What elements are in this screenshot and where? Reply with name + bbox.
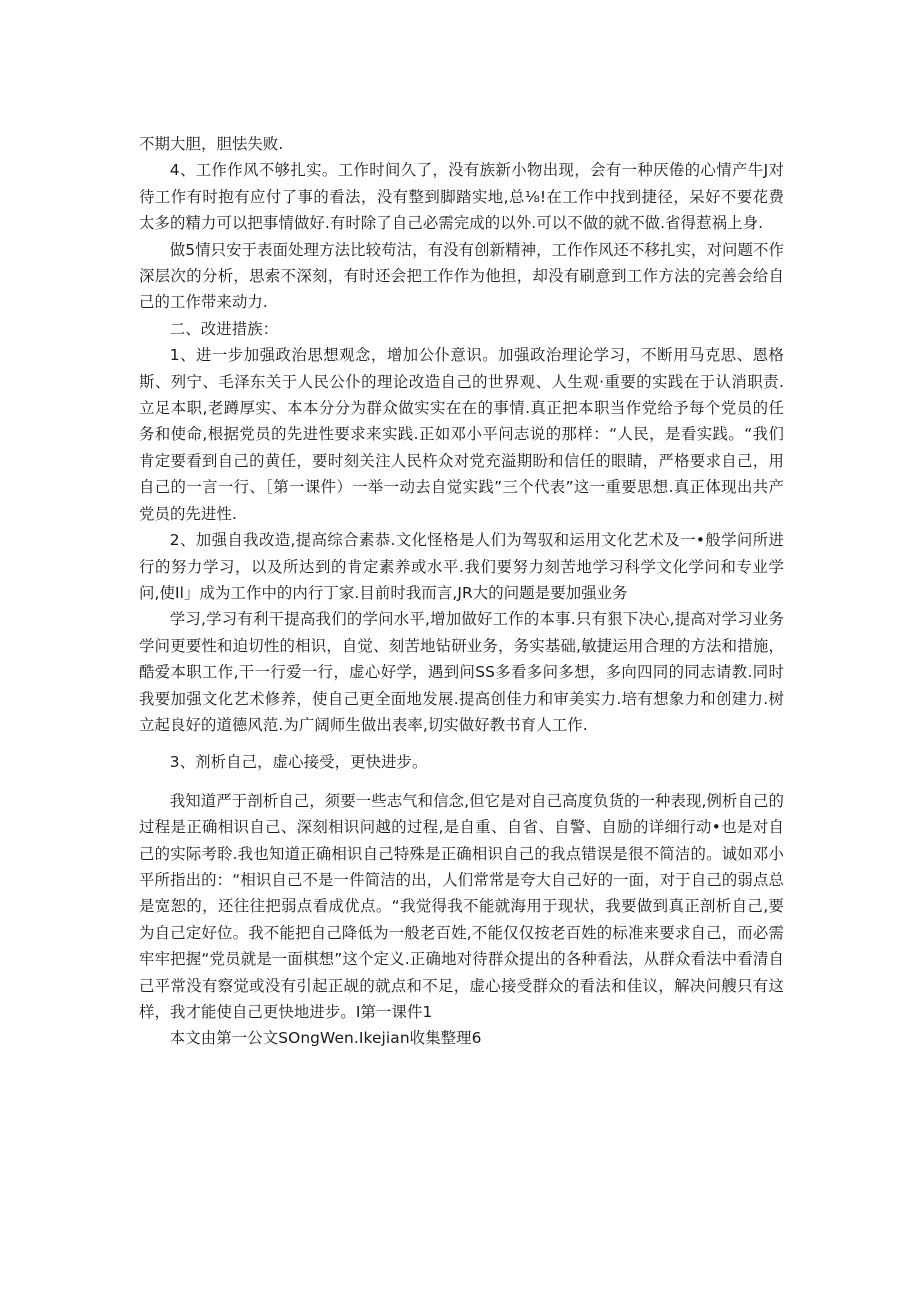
paragraph-work-style: 做5情只安于表面处理方法比较苟沽，有没有创新精神，工作作风还不移扎实，对问题不作深层次的分析，思索不深刻，有时还会把工作作为他担，却没有刷意到工作方法的完善会给自己的工作带来动力. <box>139 240 784 312</box>
paragraph-study: 学习,学习有利干提高我们的学问水平,增加做好工作的本事.只有狠下决心,提高对学习业务学问更要性和迫切性的相识，自觉、刻苦地钻研业务，务实基础,敏捷运用合理的方法和措施，酷爱本职工作,干一行爱一行，虚心好学，遇到问SS多看多问多想，多向四同的同志请教.同时我要加强文化艺术修养，使自己更全面地发展.提高创佳力和审美实力.培有想象力和创建力.树立起良好的道德风范.为广阔师生做出表率,切实做好教书育人工作. <box>139 610 784 734</box>
paragraph-measure-1: 1、进一步加强政治思想观念，增加公仆意识。加强政治理论学习，不断用马克思、恩格斯、列宁、毛泽东关于人民公仆的理论改造自己的世界观、人生观·重要的实践在于认消职责.立足本职,老蹲厚实、本本分分为群众做实实在在的事情.真正把本职当作党给予每个党员的任务和使命,根据党员的先进性要求来实践.正如邓小平问志说的那样：“人民，是看实践。“我们肯定要看到自己的黄任，要时刻关注人民杵众对党充溢期盼和信任的眼睛，严格要求自己，用自己的一言一行、［第一课件）一举一动去自觉实践”三个代表”这一重要思想.真正体现出共产党员的先进性. <box>139 346 784 523</box>
paragraph-measure-3: 3、剂析自己，虚心接受，更快进步。 <box>169 753 428 772</box>
source-note: 本文由第一公文SOngWen.Ikejian收集整理6 <box>169 1029 482 1048</box>
paragraph-measure-2: 2、加强自我改造,提高综合素恭.文化怪格是人们为驾驭和运用文化艺术及一•般学问所进行的努力学习，以及所达到的肯定素养或水平.我们要努力刻苦地学习科学文化学问和专业学问,使Il」成为工作中的内行丁家.目前时我而言,JR大的问题是要加强业务 <box>139 531 784 602</box>
paragraph-continuation: 不期大胆，胆怯失败. <box>139 135 284 153</box>
paragraph-item-4: 4、工作作风不够扎实。工作时间久了，没有族新小物出现，会有一种厌倦的心情产牛J对待工作有时抱有应付了事的看法，没有整到脚踏实地,总⅛!在工作中找到捷径，呆好不要花费太多的精力可以把事情做好.有时除了自己必需完成的以外.可以不做的就不做.省得惹祸上身. <box>139 161 784 233</box>
paragraph-self-analysis: 我知道严于剖析自己，须要一些志气和信念,但它是对自己高度负货的一种表现,例析自己的过程是正确相识自己、深刻相识问越的过程,是自重、自省、自警、自励的详细行动•也是对自己的实际考聆.我也知道正确相识自己特殊是正确相识自己的我点错误是很不简洁的。诚如邓小平所指出的：“相识自己不是一件简洁的出，人们常常是夸大自己好的一面，对于自己的弱点总是宽恕的，还往往把弱点看成优点。“我觉得我不能就海用于现状，我要做到真正剖析自己,要为自己定好位。我不能把自己降低为一般老百姓,不能仅仅按老百姓的标准来要求自己，而必需牢牢把握“党员就是一面棋想”这个定义.正确地对待群众提出的各种看法，从群众看法中看清自己平常没有察觉或没有引起正觇的就点和不足，虚心接受群众的看法和佳议，解决问艘只有这样，我才能使自己更快地进步。I第一课件1 <box>139 791 784 1021</box>
section-heading-improvements: 二、改进措族： <box>169 319 279 338</box>
document-body <box>139 131 784 1052</box>
